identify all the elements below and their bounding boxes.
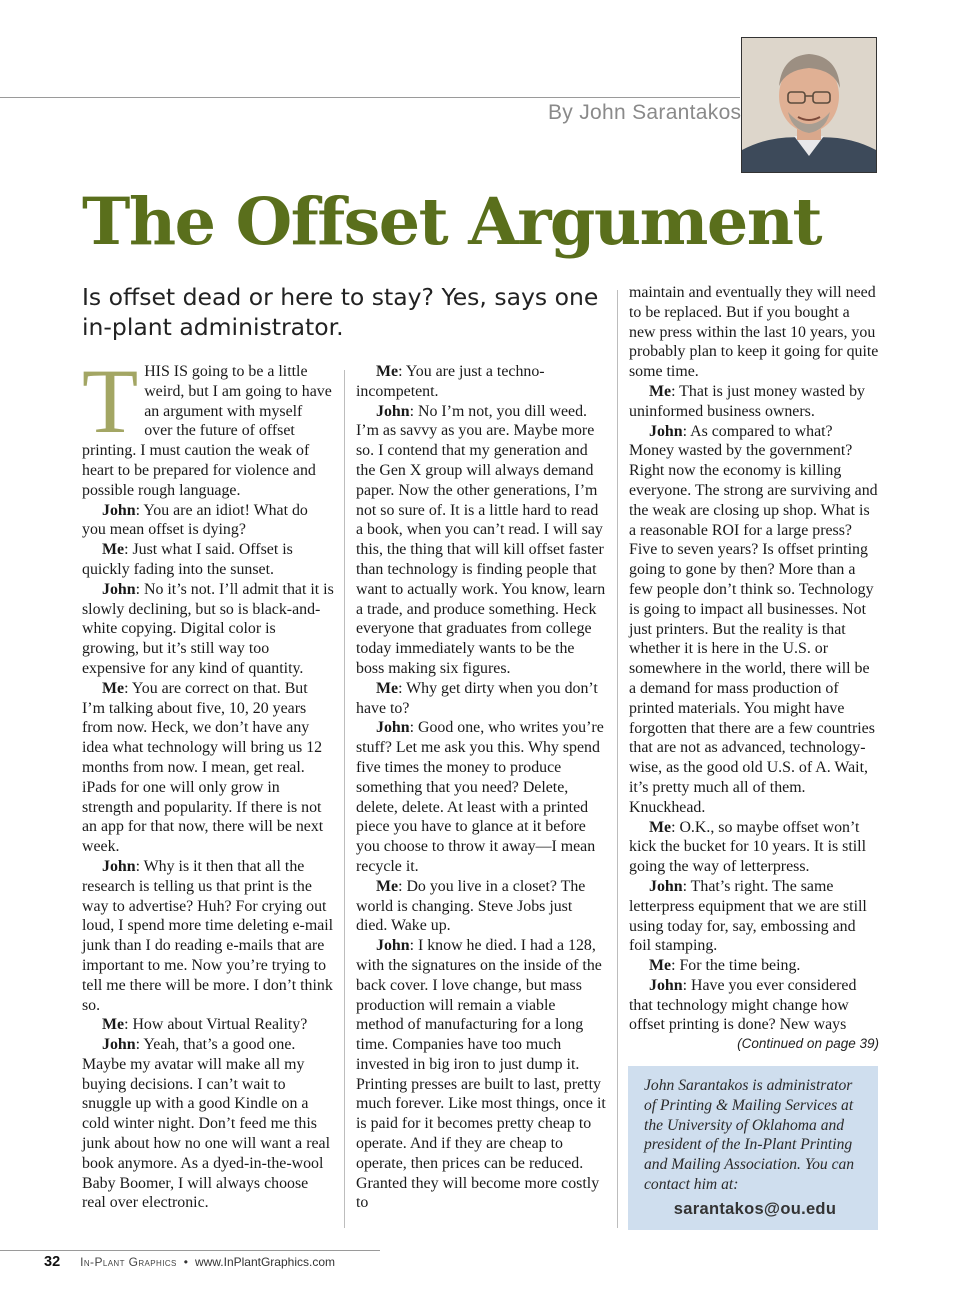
dialogue-paragraph [629, 422, 879, 818]
dialogue-paragraph [356, 718, 606, 876]
speaker-name: John [102, 501, 136, 519]
publication-url[interactable]: www.InPlantGraphics.com [194, 1255, 335, 1269]
dialogue-text: : That’s right. The same letterpress equipment that we are still using today for, say, embossing and foil stamping. [629, 877, 867, 955]
column-divider [344, 370, 345, 1228]
dialogue-text: : No I’m not, you dill weed. I’m as savvy as you are. Maybe more so. I contend that my generation and the Gen X group will always demand paper. Now the other generations, I’m not so sure of. It is a little hard to read a book, when you can’t read. I will say this, the thing that will kill offset faster than technology is finding people that want to actually work. You know, learn a trade, and produce something. Heck everyone that graduates from college today immediately wants to be the boss making six figures. [356, 402, 606, 677]
page-footer [44, 1254, 335, 1270]
speaker-name: John [649, 976, 683, 994]
dialogue-paragraph [82, 1015, 334, 1035]
speaker-name: Me [102, 541, 125, 559]
bio-text: John Sarantakos is administrator of Printing & Mailing Services at the University of Oklahoma and president of the In-Plant Printing and Mailing Association. You can contact him at: [644, 1077, 855, 1193]
dialogue-text: : O.K., so maybe offset won’t kick the bucket for 10 years. It is still going the way of letterpress. [629, 818, 866, 876]
bio-email[interactable]: sarantakos@ou.edu [673, 1199, 837, 1218]
dialogue-paragraph [629, 877, 879, 956]
speaker-name: John [376, 402, 410, 420]
dialogue-paragraph [82, 540, 334, 580]
dialogue-text: : Why is it then that all the research is telling us that print is the way to advertise? Huh? For crying out loud, I spend more time deleting e-mail junk than I do reading e-mails that are important to me. Now you’re trying to tell me there will be more. I don’t think so. [82, 857, 334, 1014]
dialogue-paragraph [629, 382, 879, 422]
header-rule [0, 97, 740, 98]
dialogue-text: : I know he died. I had a 128, with the signatures on the inside of the back cover. I love change, but mass production will remain a viable method of manufacturing for a long time. Companies have too much invested in big iron to just dump it. Printing presses are built to last, pretty much forever. Like most things, once it is paid for it becomes pretty cheap to operate. And if they are cheap to operate, then prices can be reduced. Granted they will become more costly to [356, 937, 606, 1212]
speaker-name: John [376, 937, 410, 955]
speaker-name: John [649, 877, 683, 895]
drop-cap: T [82, 350, 139, 452]
speaker-name: Me [649, 818, 672, 836]
dialogue-text: : That is just money wasted by uninformed business owners. [629, 382, 865, 420]
dialogue-paragraph [82, 501, 334, 541]
dialogue-text: : You are an idiot! What do you mean offset is dying? [82, 501, 308, 539]
continued-note: (Continued on page 39) [737, 1036, 879, 1051]
lead-paragraph [82, 350, 334, 501]
dialogue-text: : Just what I said. Offset is quickly fading into the sunset. [82, 541, 293, 578]
column-2-paragraphs [356, 362, 606, 1213]
speaker-name: John [102, 1036, 136, 1054]
speaker-name: John [102, 580, 136, 598]
publication-name: In-Plant Graphics [80, 1255, 177, 1269]
speaker-name: John [649, 422, 683, 440]
dialogue-paragraph [356, 362, 606, 402]
dialogue-paragraph [629, 818, 879, 877]
author-photo [741, 37, 877, 173]
column-3-paragraphs [629, 382, 879, 1035]
dialogue-paragraph [629, 956, 879, 976]
dialogue-text: : For the time being. [671, 957, 801, 975]
article-column-1 [82, 350, 334, 1213]
dialogue-paragraph [82, 1035, 334, 1213]
speaker-name: Me [376, 877, 399, 895]
article-column-2 [356, 362, 606, 1213]
footer-bullet: • [183, 1255, 188, 1269]
article-column-3 [629, 283, 879, 1035]
dialogue-paragraph [356, 936, 606, 1213]
dialogue-text: : Good one, who writes you’re stuff? Let me ask you this. Why spend five times the money to produce something that you need? Delete, delete, delete. At least with a printed piece you have to glance at it before you choose to throw it away—I mean recycle it. [356, 719, 604, 875]
author-bio-box [628, 1066, 878, 1230]
dialogue-text: : Do you live in a closet? The world is changing. Steve Jobs just died. Wake up. [356, 877, 586, 935]
dialogue-text: : No it’s not. I’ll admit that it is slowly declining, but so is black-and-white copying. Digital color is growing, but it’s still way too expensive for any kind of quantity. [82, 580, 334, 677]
speaker-name: Me [376, 679, 399, 697]
column-1-paragraphs [82, 501, 334, 1214]
dialogue-text: : Why get dirty when you don’t have to? [356, 679, 598, 717]
speaker-name: John [376, 719, 410, 737]
dialogue-paragraph [82, 580, 334, 679]
speaker-name: Me [102, 679, 125, 697]
lead-text: HIS IS going to be a little weird, but I am going to have an argument with myself over the future of offset printing. I must caution the weak of heart to be prepared for violence and possible rough language. [82, 363, 332, 499]
speaker-name: John [102, 857, 136, 875]
speaker-name: Me [376, 363, 399, 380]
dialogue-paragraph [356, 402, 606, 679]
dialogue-paragraph [356, 679, 606, 719]
page-number: 32 [44, 1254, 61, 1270]
dialogue-text: : Yeah, that’s a good one. Maybe my avatar will make all my buying decisions. I can’t wait to snuggle up with a good Kindle on a cold winter night. Don’t feed me this junk about how no one will want a real book anymore. As a dyed-in-the-wool Baby Boomer, I will always choose real over electronic. [82, 1036, 331, 1212]
dialogue-text: : As compared to what? Money wasted by the government? Right now the economy is killing everyone. The strong are surviving and the weak are closing up shop. What is a reasonable ROI for a large press? Five to seven years? Is offset printing going to gone by then? More than a few people don’t think so. Technology is going to impact all businesses. Not just printers. But the reality is that whether it is here in the U.S. or somewhere in the world, there will be a demand for mass production of printed materials. You might have forgotten that there are a few countries that are not as advanced, technology-wise, as the good old U.S. of A. Wait, it’s pretty much all of them. Knuckhead. [629, 422, 878, 816]
column-3-lead: maintain and eventually they will need to be replaced. But if you bought a new press within the last 10 years, you probably plan to keep it going for quite some time. [629, 284, 879, 381]
dialogue-paragraph [82, 679, 334, 857]
byline: By John Sarantakos [548, 101, 742, 124]
speaker-name: Me [649, 382, 672, 400]
dialogue-text: : You are just a techno-incompetent. [356, 363, 545, 400]
article-title: The Offset Argument [82, 184, 822, 260]
column-divider [617, 290, 618, 1228]
dialogue-paragraph [82, 857, 334, 1015]
dialogue-text: : How about Virtual Reality? [124, 1016, 308, 1034]
dialogue-text: : You are correct on that. But I’m talking about five, 10, 20 years from now. Heck, we don’t have any idea what technology will bring us 12 months from now. I mean, get real. iPads for one will only grow in strength and popularity. If there is not an app for that now, there will be next week. [82, 679, 324, 856]
article-deck: Is offset dead or here to stay? Yes, says one in-plant administrator. [82, 283, 599, 341]
dialogue-paragraph [356, 877, 606, 936]
dialogue-text: : Have you ever considered that technology might change how offset printing is done? New ways [629, 976, 857, 1034]
speaker-name: Me [649, 957, 672, 975]
dialogue-paragraph [629, 976, 879, 1035]
speaker-name: Me [102, 1016, 125, 1034]
footer-rule [0, 1250, 380, 1251]
